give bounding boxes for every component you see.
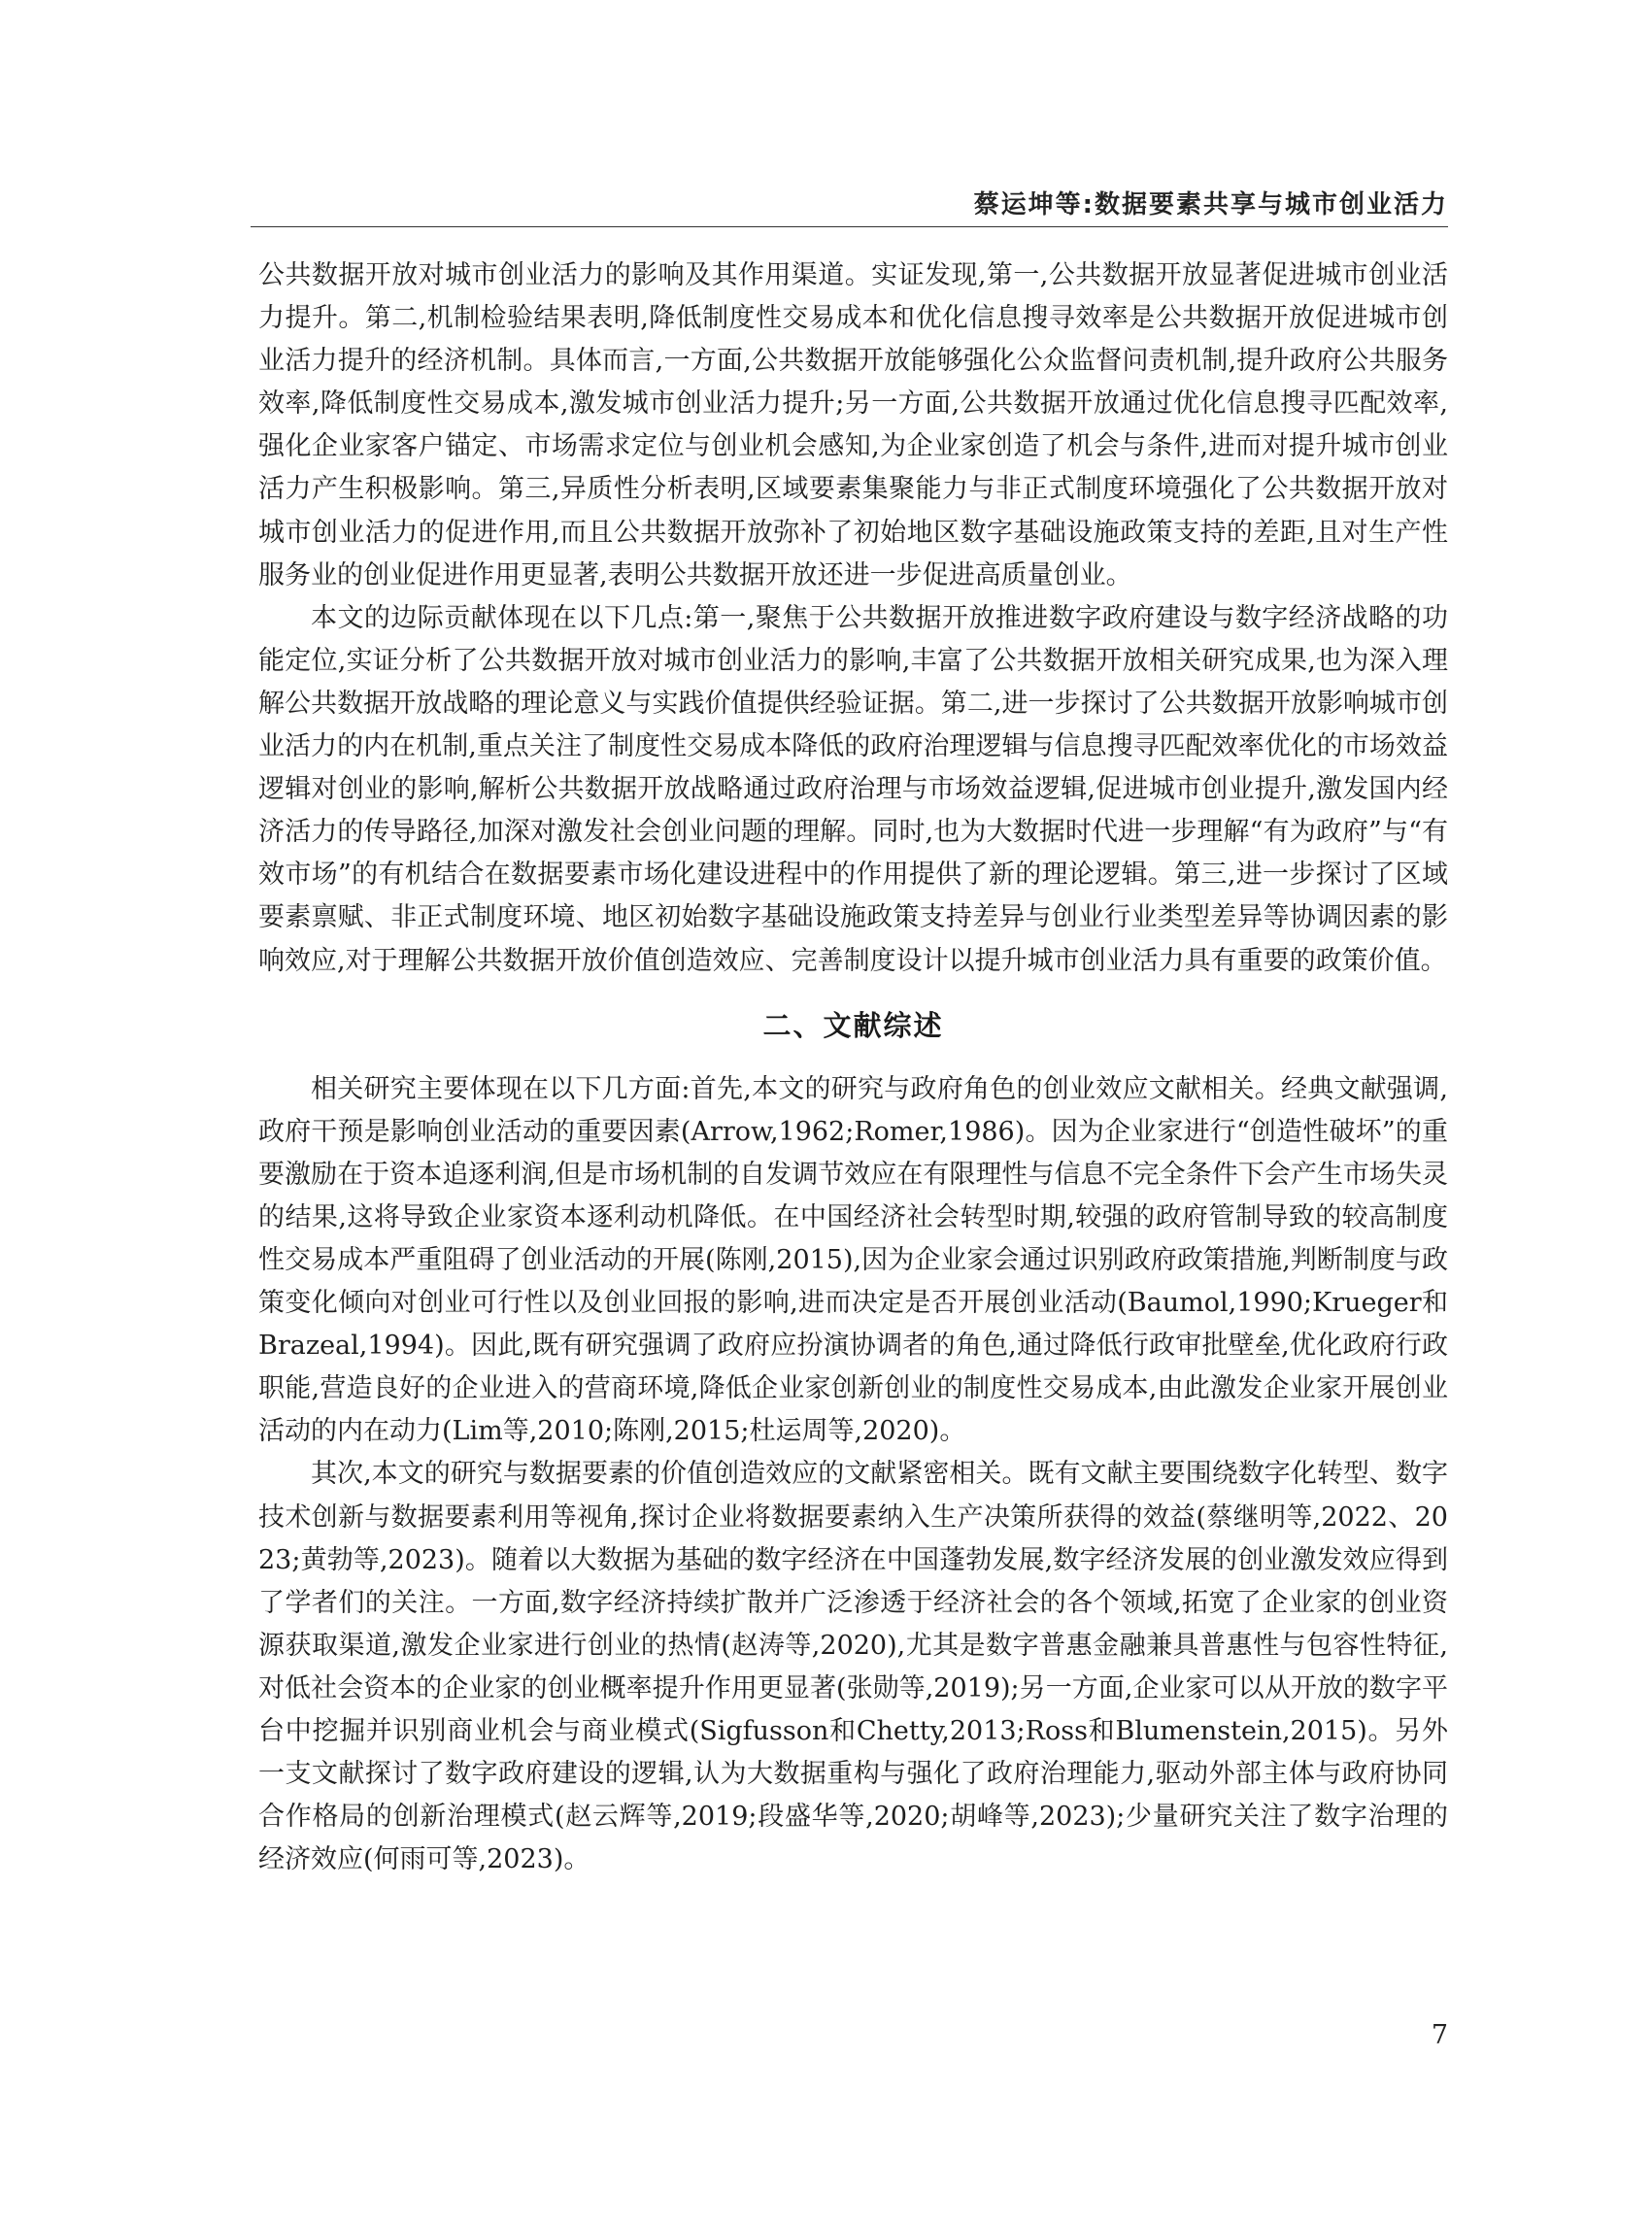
running-header: 蔡运坤等:数据要素共享与城市创业活力: [973, 190, 1448, 219]
paragraph-data-value: 其次,本文的研究与数据要素的价值创造效应的文献紧密相关。既有文献主要围绕数字化转型、数字技术创新与数据要素利用等视角,探讨企业将数据要素纳入生产决策所获得的效益(蔡继明等,2022、2023;黄勃等,2023)。随着以大数据为基础的数字经济在中国蓬勃发展,数字经济发展的创业激发效应得到了学者们的关注。一方面,数字经济持续扩散并广泛渗透于经济社会的各个领域,拓宽了企业家的创业资源获取渠道,激发企业家进行创业的热情(赵涛等,2020),尤其是数字普惠金融兼具普惠性与包容性特征,对低社会资本的企业家的创业概率提升作用更显著(张勋等,2019);另一方面,企业家可以从开放的数字平台中挖掘并识别商业机会与商业模式(Sigfusson和Chetty,2013;Ross和Blumenstein,2015)。另外一支文献探讨了数字政府建设的逻辑,认为大数据重构与强化了政府治理能力,驱动外部主体与政府协同合作格局的创新治理模式(赵云辉等,2019;段盛华等,2020;胡峰等,2023);少量研究关注了数字治理的经济效应(何雨可等,2023)。: [258, 1459, 1448, 1875]
page-number: 7: [1431, 2020, 1448, 2050]
body-text: [258, 254, 1448, 1881]
header-rule: [251, 226, 1448, 227]
section-heading-literature-review: 二、文献综述: [762, 1008, 944, 1042]
paragraph-government-role: 相关研究主要体现在以下几方面:首先,本文的研究与政府角色的创业效应文献相关。经典文献强调,政府干预是影响创业活动的重要因素(Arrow,1962;Romer,1986)。因为企业家进行“创造性破坏”的重要激励在于资本追逐利润,但是市场机制的自发调节效应在有限理性与信息不完全条件下会产生市场失灵的结果,这将导致企业家资本逐利动机降低。在中国经济社会转型时期,较强的政府管制导致的较高制度性交易成本严重阻碍了创业活动的开展(陈刚,2015),因为企业家会通过识别政府政策措施,判断制度与政策变化倾向对创业可行性以及创业回报的影响,进而决定是否开展创业活动(Baumol,1990;Krueger和Brazeal,1994)。因此,既有研究强调了政府应扮演协调者的角色,通过降低行政审批壁垒,优化政府行政职能,营造良好的企业进入的营商环境,降低企业家创新创业的制度性交易成本,由此激发企业家开展创业活动的内在动力(Lim等,2010;陈刚,2015;杜运周等,2020)。: [258, 1073, 1448, 1447]
paragraph-findings: 公共数据开放对城市创业活力的影响及其作用渠道。实证发现,第一,公共数据开放显著促进城市创业活力提升。第二,机制检验结果表明,降低制度性交易成本和优化信息搜寻效率是公共数据开放促进城市创业活力提升的经济机制。具体而言,一方面,公共数据开放能够强化公众监督问责机制,提升政府公共服务效率,降低制度性交易成本,激发城市创业活力提升;另一方面,公共数据开放通过优化信息搜寻匹配效率,强化企业家客户锚定、市场需求定位与创业机会感知,为企业家创造了机会与条件,进而对提升城市创业活力产生积极影响。第三,异质性分析表明,区域要素集聚能力与非正式制度环境强化了公共数据开放对城市创业活力的促进作用,而且公共数据开放弥补了初始地区数字基础设施政策支持的差距,且对生产性服务业的创业促进作用更显著,表明公共数据开放还进一步促进高质量创业。: [258, 260, 1448, 590]
paragraph-contributions: 本文的边际贡献体现在以下几点:第一,聚焦于公共数据开放推进数字政府建设与数字经济战略的功能定位,实证分析了公共数据开放对城市创业活力的影响,丰富了公共数据开放相关研究成果,也为深入理解公共数据开放战略的理论意义与实践价值提供经验证据。第二,进一步探讨了公共数据开放影响城市创业活力的内在机制,重点关注了制度性交易成本降低的政府治理逻辑与信息搜寻匹配效率优化的市场效益逻辑对创业的影响,解析公共数据开放战略通过政府治理与市场效益逻辑,促进城市创业提升,激发国内经济活力的传导路径,加深对激发社会创业问题的理解。同时,也为大数据时代进一步理解“有为政府”与“有效市场”的有机结合在数据要素市场化建设进程中的作用提供了新的理论逻辑。第三,进一步探讨了区域要素禀赋、非正式制度环境、地区初始数字基础设施政策支持差异与创业行业类型差异等协调因素的影响效应,对于理解公共数据开放价值创造效应、完善制度设计以提升城市创业活力具有重要的政策价值。: [258, 602, 1448, 976]
